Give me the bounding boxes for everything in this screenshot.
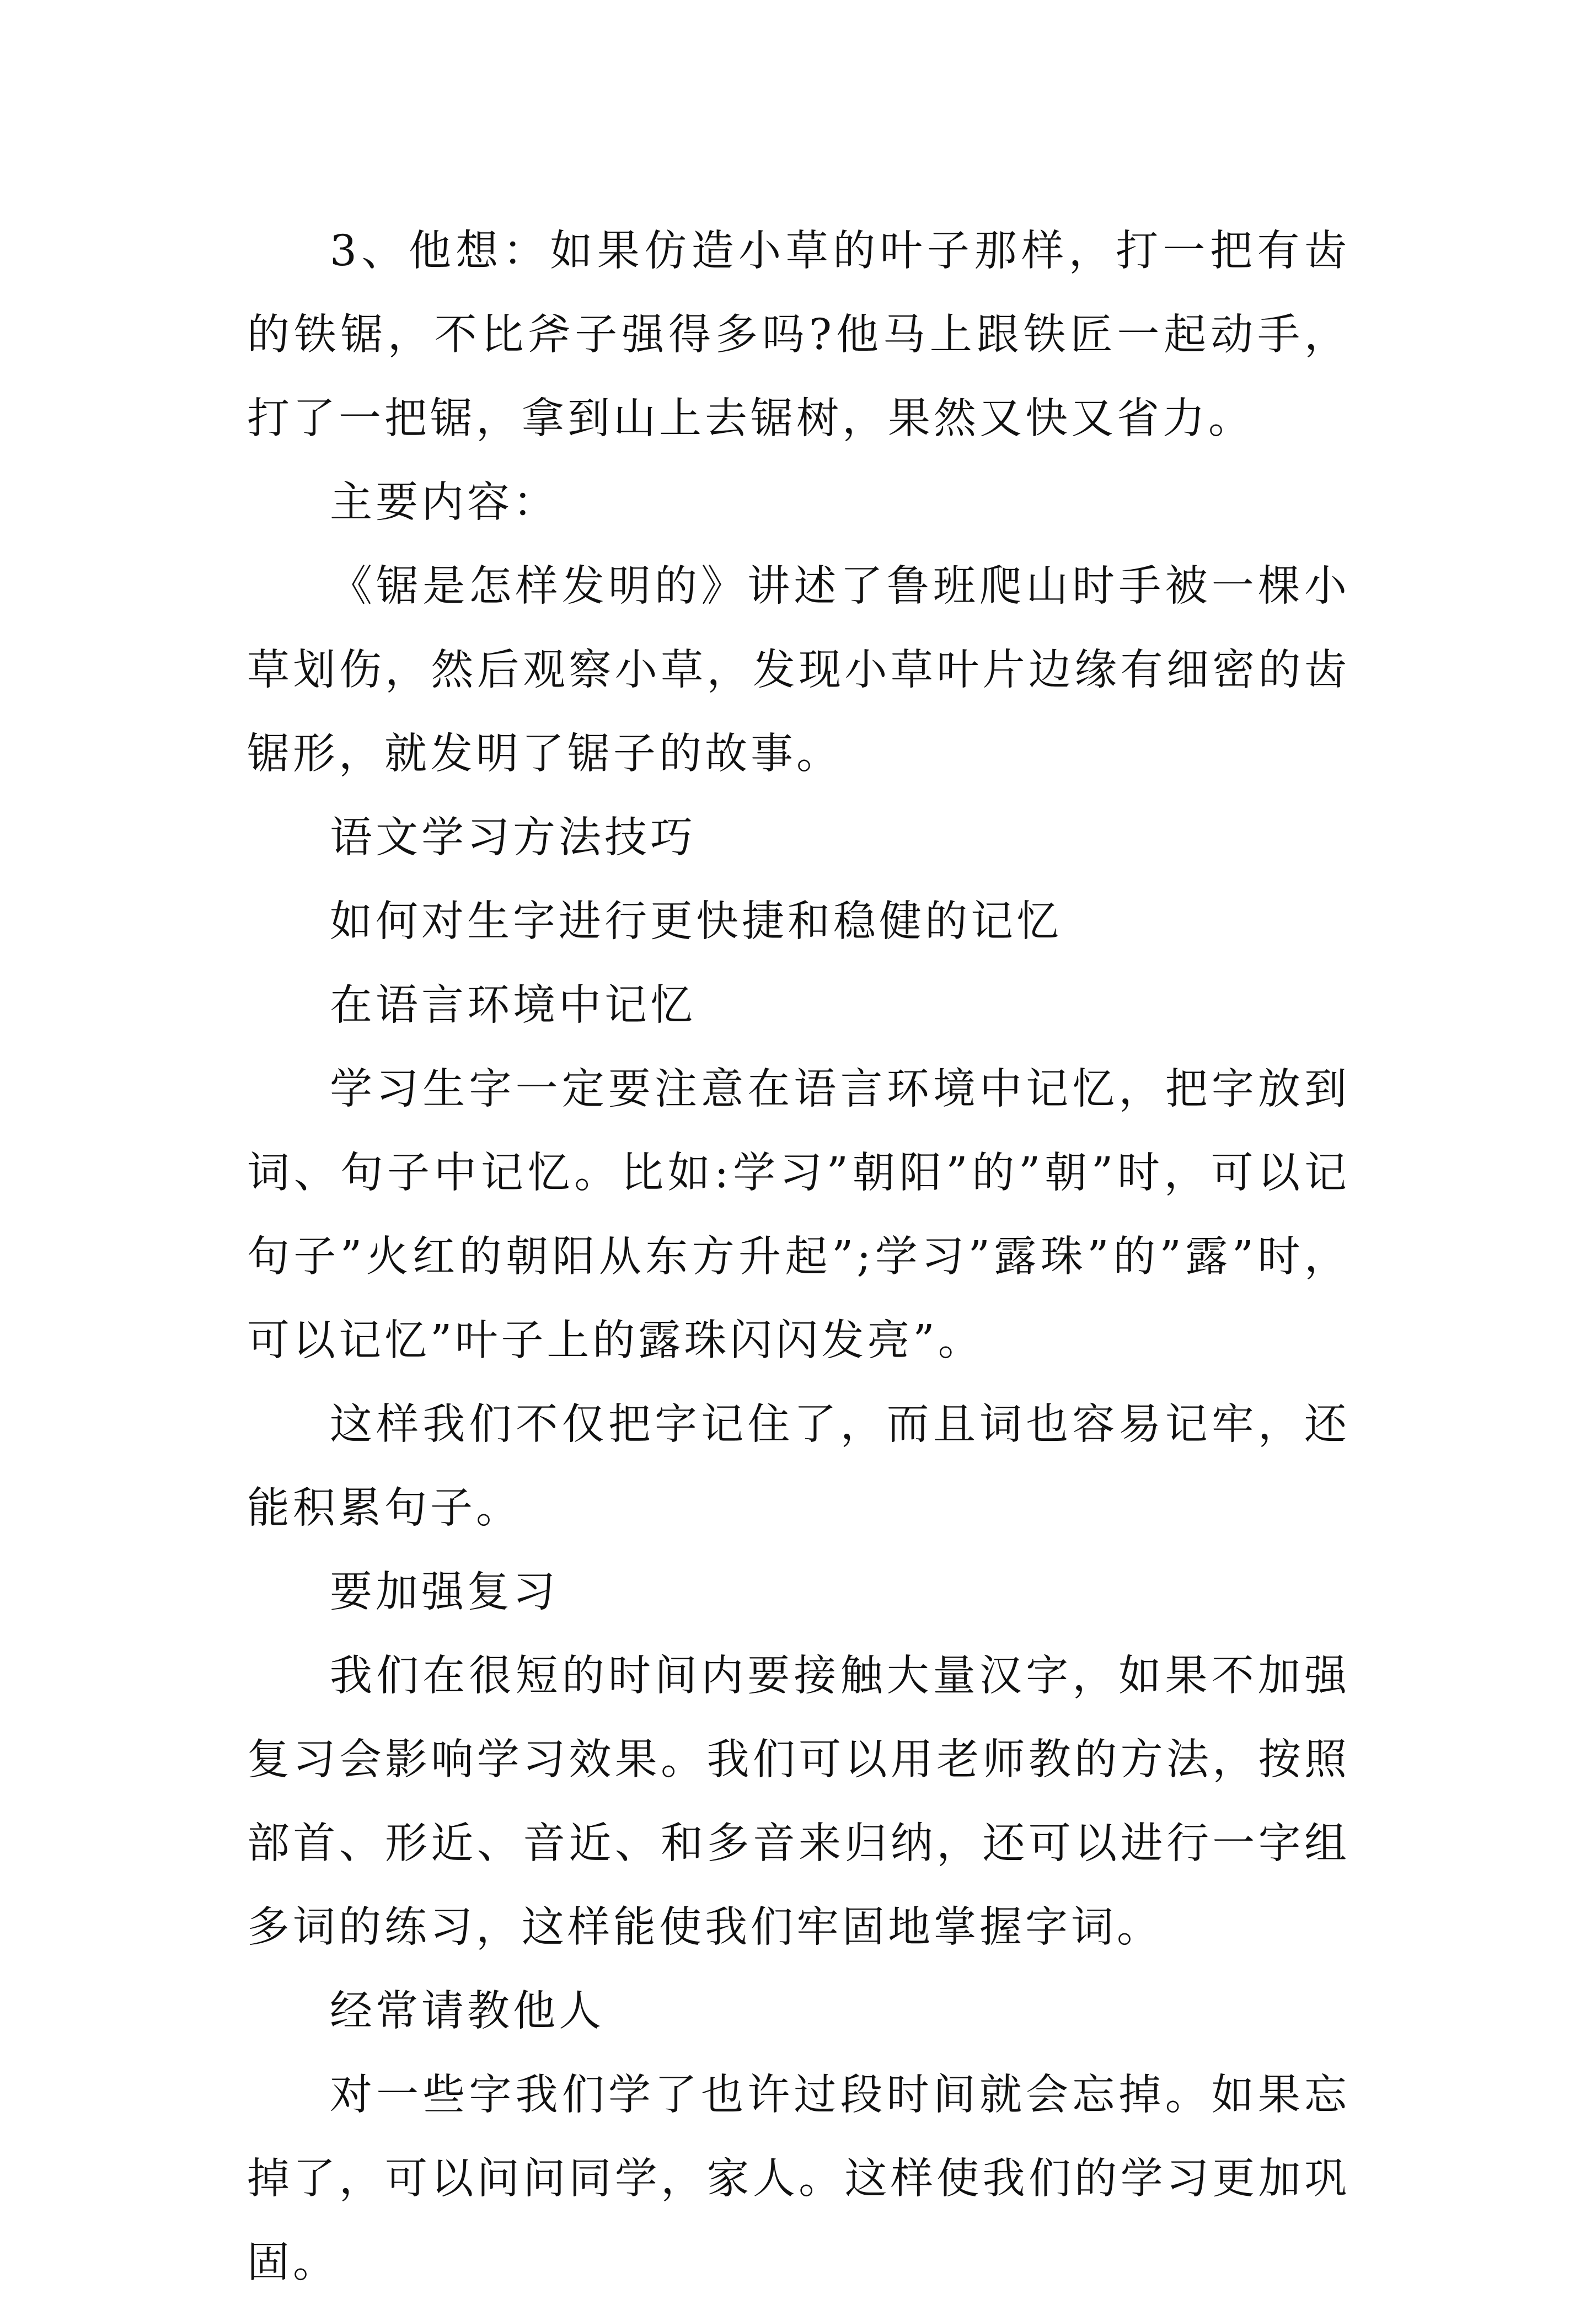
paragraph-review: 我们在很短的时间内要接触大量汉字，如果不加强复习会影响学习效果。我们可以用老师教的方法，按照部首、形近、音近、和多音来归纳，还可以进行一字组多词的练习，这样能使我们牢固地掌握字词。 bbox=[247, 1652, 1350, 1952]
heading-review: 要加强复习 bbox=[330, 1568, 559, 1617]
heading-context-memory: 在语言环境中记忆 bbox=[330, 981, 696, 1030]
paragraph-summary: 《锯是怎样发明的》讲述了鲁班爬山时手被一棵小草划伤，然后观察小草，发现小草叶片边缘有细密的齿锯形，就发明了锯子的故事。 bbox=[247, 562, 1350, 779]
paragraph-saw-making: 3、他想：如果仿造小草的叶子那样，打一把有齿的铁锯，不比斧子强得多吗?他马上跟铁匠一起动手，打了一把锯，拿到山上去锯树，果然又快又省力。 bbox=[247, 227, 1350, 443]
paragraph-ask-others: 对一些字我们学了也许过段时间就会忘掉。如果忘掉了，可以问问同学，家人。这样使我们的学习更加巩固。 bbox=[247, 2071, 1350, 2287]
document-body bbox=[247, 210, 1350, 2305]
heading-ask-others: 经常请教他人 bbox=[330, 1987, 604, 2036]
heading-memorize-characters: 如何对生字进行更快捷和稳健的记忆 bbox=[330, 897, 1062, 946]
heading-study-methods: 语文学习方法技巧 bbox=[330, 813, 696, 862]
heading-main-content: 主要内容： bbox=[330, 478, 559, 527]
paragraph-context-memory: 学习生字一定要注意在语言环境中记忆，把字放到词、句子中记忆。比如:学习”朝阳”的”朝”时，可以记句子”火红的朝阳从东方升起”;学习”露珠”的”露”时，可以记忆”叶子上的露珠闪闪发亮”。 bbox=[247, 1065, 1350, 1365]
paragraph-benefit: 这样我们不仅把字记住了，而且词也容易记牢，还能积累句子。 bbox=[247, 1400, 1350, 1533]
